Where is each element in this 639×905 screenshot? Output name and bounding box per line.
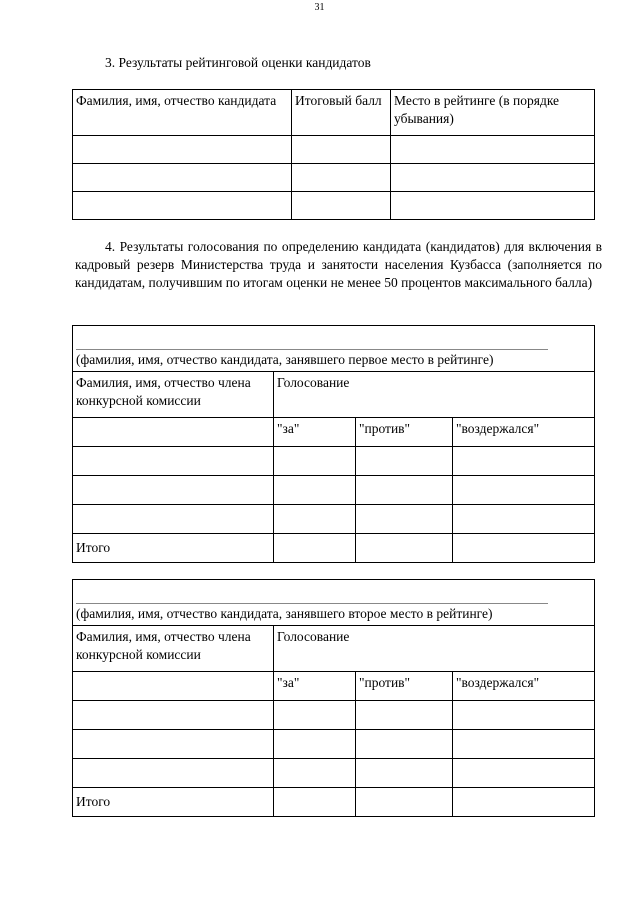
table-cell[interactable] xyxy=(453,701,595,730)
table-cell[interactable] xyxy=(292,192,391,220)
table-cell[interactable] xyxy=(274,447,356,476)
table-row xyxy=(73,759,595,788)
table-cell[interactable] xyxy=(274,534,356,563)
candidate-name-line[interactable] xyxy=(76,328,548,350)
table-cell[interactable] xyxy=(292,136,391,164)
table-cell[interactable] xyxy=(356,701,453,730)
candidate-name-line[interactable] xyxy=(76,582,548,604)
table-cell[interactable] xyxy=(73,759,274,788)
table-cell[interactable] xyxy=(453,759,595,788)
header-member-name: Фамилия, имя, отчество члена конкурсной комиссии xyxy=(73,626,274,672)
rating-results-table xyxy=(72,89,595,220)
table-cell[interactable] xyxy=(453,534,595,563)
total-label: Итого xyxy=(73,788,274,817)
table-row xyxy=(73,164,595,192)
table-cell[interactable] xyxy=(356,447,453,476)
total-row xyxy=(73,788,595,817)
option-for: "за" xyxy=(274,672,356,701)
table-row xyxy=(73,476,595,505)
table-cell[interactable] xyxy=(453,730,595,759)
candidate-caption: (фамилия, имя, отчество кандидата, занявшего второе место в рейтинге) xyxy=(76,606,493,621)
vote-table-second-place xyxy=(72,579,595,817)
table-row xyxy=(73,701,595,730)
section-3-heading: 3. Результаты рейтинговой оценки кандидатов xyxy=(105,55,371,70)
total-row xyxy=(73,534,595,563)
header-voting: Голосование xyxy=(274,372,595,418)
table-cell[interactable] xyxy=(73,136,292,164)
table-cell xyxy=(73,418,274,447)
table-row xyxy=(73,192,595,220)
table-cell[interactable] xyxy=(453,447,595,476)
table-cell[interactable] xyxy=(356,759,453,788)
table-cell[interactable] xyxy=(391,192,595,220)
candidate-name-cell[interactable] xyxy=(73,326,595,372)
table-cell[interactable] xyxy=(73,730,274,759)
table-cell[interactable] xyxy=(356,788,453,817)
candidate-name-row xyxy=(73,326,595,372)
option-abstained: "воздержался" xyxy=(453,418,595,447)
table-cell[interactable] xyxy=(73,192,292,220)
table-cell[interactable] xyxy=(356,730,453,759)
total-label: Итого xyxy=(73,534,274,563)
candidate-name-row xyxy=(73,580,595,626)
section-4-text: 4. Результаты голосования по определению кандидата (кандидатов) для включения в кадровый резерв Министерства труда и занятости населения Кузбасса (заполняется по кандидатам, получившим по итогам оценки не менее 50 процентов максимального балла) xyxy=(75,239,602,290)
table-cell[interactable] xyxy=(274,701,356,730)
header-member-name: Фамилия, имя, отчество члена конкурсной комиссии xyxy=(73,372,274,418)
table-cell[interactable] xyxy=(73,701,274,730)
table-cell[interactable] xyxy=(73,447,274,476)
table-cell[interactable] xyxy=(274,730,356,759)
table-row xyxy=(73,730,595,759)
header-rating-place: Место в рейтинге (в порядке убывания) xyxy=(391,90,595,136)
table-cell[interactable] xyxy=(453,505,595,534)
vote-table-first-place xyxy=(72,325,595,563)
table-cell xyxy=(73,672,274,701)
table-cell[interactable] xyxy=(73,505,274,534)
table-header-row xyxy=(73,626,595,672)
table-cell[interactable] xyxy=(356,476,453,505)
table-header-row xyxy=(73,90,595,136)
table-cell[interactable] xyxy=(73,164,292,192)
header-voting: Голосование xyxy=(274,626,595,672)
header-candidate-name: Фамилия, имя, отчество кандидата xyxy=(73,90,292,136)
table-row xyxy=(73,447,595,476)
table-cell[interactable] xyxy=(391,136,595,164)
option-against: "против" xyxy=(356,672,453,701)
table-cell[interactable] xyxy=(274,788,356,817)
page-number: 31 xyxy=(314,2,325,13)
table-cell[interactable] xyxy=(356,505,453,534)
option-for: "за" xyxy=(274,418,356,447)
table-cell[interactable] xyxy=(391,164,595,192)
table-header-row xyxy=(73,372,595,418)
table-cell[interactable] xyxy=(453,788,595,817)
option-abstained: "воздержался" xyxy=(453,672,595,701)
option-against: "против" xyxy=(356,418,453,447)
table-cell[interactable] xyxy=(356,534,453,563)
table-row xyxy=(73,136,595,164)
vote-options-row xyxy=(73,672,595,701)
table-cell[interactable] xyxy=(274,505,356,534)
table-cell[interactable] xyxy=(453,476,595,505)
table-cell[interactable] xyxy=(274,759,356,788)
table-cell[interactable] xyxy=(274,476,356,505)
table-row xyxy=(73,505,595,534)
candidate-caption: (фамилия, имя, отчество кандидата, занявшего первое место в рейтинге) xyxy=(76,352,494,367)
section-4-paragraph xyxy=(75,238,602,292)
candidate-name-cell[interactable] xyxy=(73,580,595,626)
header-total-score: Итоговый балл xyxy=(292,90,391,136)
table-cell[interactable] xyxy=(292,164,391,192)
vote-options-row xyxy=(73,418,595,447)
table-cell[interactable] xyxy=(73,476,274,505)
